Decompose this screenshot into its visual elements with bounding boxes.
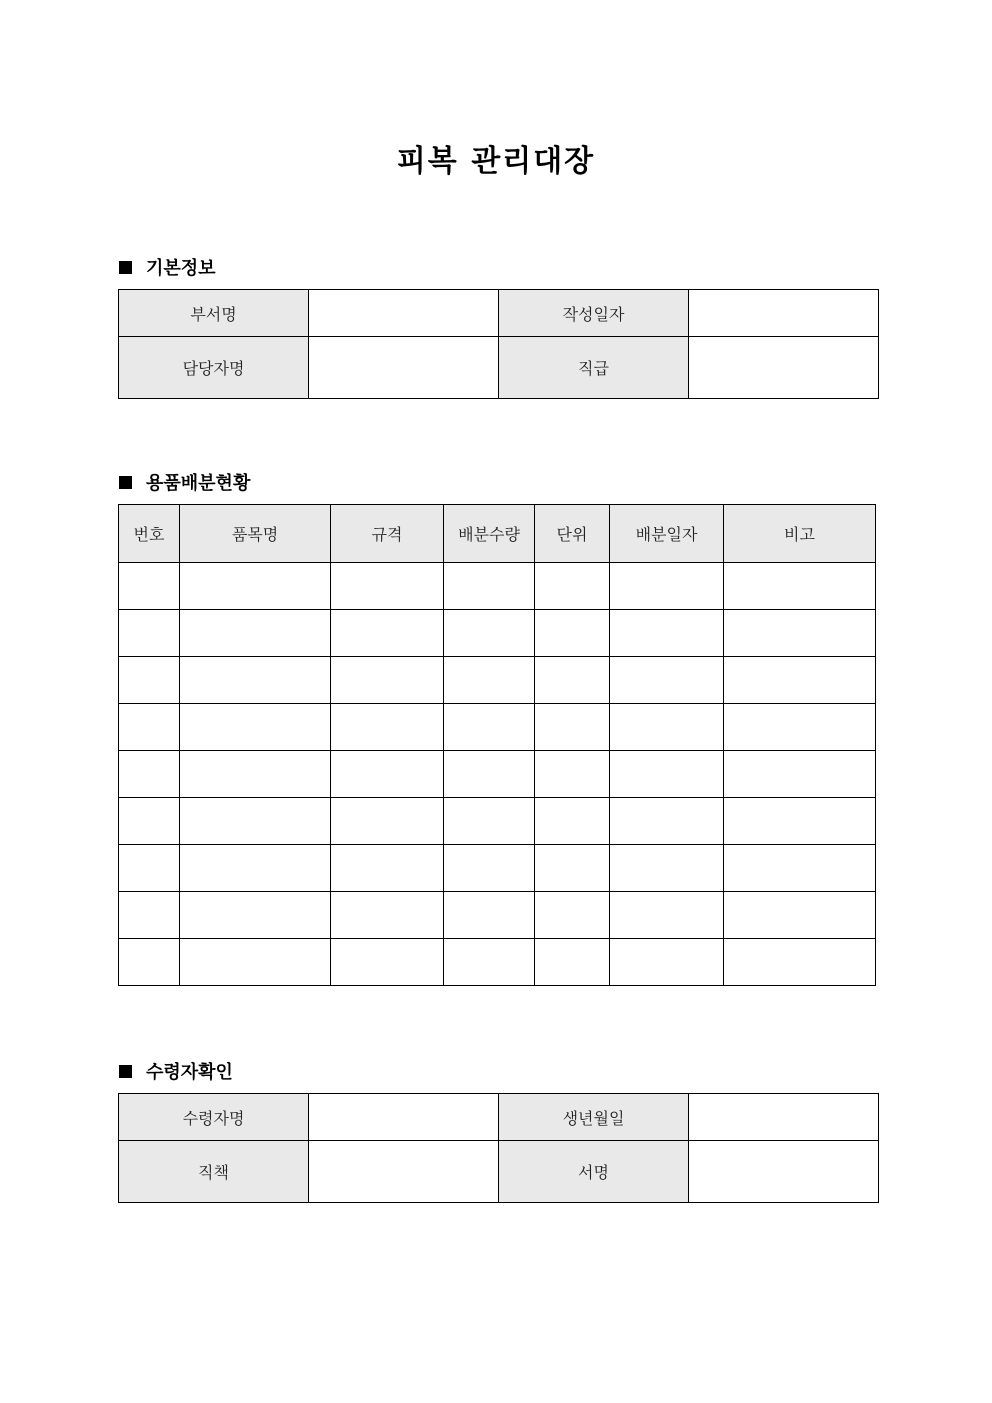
quantity-cell[interactable] [444,704,535,751]
spec-cell[interactable] [331,939,444,986]
number-cell[interactable] [119,798,180,845]
quantity-cell[interactable] [444,751,535,798]
spec-cell[interactable] [331,657,444,704]
distribution-date-cell[interactable] [610,845,724,892]
quantity-cell[interactable] [444,563,535,610]
column-header-unit: 단위 [535,505,610,563]
table-row [119,751,876,798]
item-name-cell[interactable] [180,845,331,892]
quantity-cell[interactable] [444,798,535,845]
unit-cell[interactable] [535,798,610,845]
spec-cell[interactable] [331,798,444,845]
number-cell[interactable] [119,751,180,798]
distribution-date-cell[interactable] [610,563,724,610]
department-field[interactable] [309,290,499,337]
table-row [119,337,879,399]
square-bullet-icon [119,261,132,274]
section-heading-basic-info [119,254,216,280]
item-name-cell[interactable] [180,704,331,751]
table-row [119,798,876,845]
column-header-distribution-date: 배분일자 [610,505,724,563]
quantity-cell[interactable] [444,892,535,939]
column-header-quantity: 배분수량 [444,505,535,563]
square-bullet-icon [119,1065,132,1078]
table-row [119,892,876,939]
number-cell[interactable] [119,939,180,986]
spec-cell[interactable] [331,704,444,751]
manager-name-label: 담당자명 [119,337,309,399]
date-written-field[interactable] [689,290,879,337]
section-heading-label: 기본정보 [146,258,216,279]
distribution-date-cell[interactable] [610,798,724,845]
spec-cell[interactable] [331,610,444,657]
section-heading-label: 용품배분현황 [146,473,251,494]
quantity-cell[interactable] [444,657,535,704]
item-name-cell[interactable] [180,751,331,798]
distribution-date-cell[interactable] [610,939,724,986]
table-row [119,290,879,337]
unit-cell[interactable] [535,751,610,798]
item-name-cell[interactable] [180,610,331,657]
distribution-table-body [119,563,876,986]
spec-cell[interactable] [331,845,444,892]
remarks-cell[interactable] [724,704,876,751]
distribution-table [118,504,876,986]
table-row [119,1141,879,1203]
basic-info-table [118,289,879,399]
table-row [119,563,876,610]
rank-field[interactable] [689,337,879,399]
remarks-cell[interactable] [724,798,876,845]
birth-date-label: 생년월일 [499,1094,689,1141]
birth-date-field[interactable] [689,1094,879,1141]
item-name-cell[interactable] [180,892,331,939]
column-header-remarks: 비고 [724,505,876,563]
column-header-item-name: 품목명 [180,505,331,563]
remarks-cell[interactable] [724,845,876,892]
distribution-date-cell[interactable] [610,657,724,704]
number-cell[interactable] [119,657,180,704]
table-row [119,704,876,751]
remarks-cell[interactable] [724,751,876,798]
unit-cell[interactable] [535,939,610,986]
table-row [119,610,876,657]
item-name-cell[interactable] [180,657,331,704]
square-bullet-icon [119,476,132,489]
column-header-spec: 규격 [331,505,444,563]
spec-cell[interactable] [331,892,444,939]
number-cell[interactable] [119,892,180,939]
position-label: 직책 [119,1141,309,1203]
table-row [119,845,876,892]
distribution-date-cell[interactable] [610,892,724,939]
table-header-row [119,505,876,563]
unit-cell[interactable] [535,563,610,610]
item-name-cell[interactable] [180,563,331,610]
quantity-cell[interactable] [444,939,535,986]
position-field[interactable] [309,1141,499,1203]
spec-cell[interactable] [331,563,444,610]
table-row [119,1094,879,1141]
table-row [119,657,876,704]
department-label: 부서명 [119,290,309,337]
number-cell[interactable] [119,845,180,892]
number-cell[interactable] [119,563,180,610]
remarks-cell[interactable] [724,892,876,939]
section-heading-label: 수령자확인 [146,1062,233,1083]
page-title: 피복 관리대장 [396,144,596,179]
recipient-name-field[interactable] [309,1094,499,1141]
distribution-date-cell[interactable] [610,610,724,657]
quantity-cell[interactable] [444,845,535,892]
number-cell[interactable] [119,610,180,657]
unit-cell[interactable] [535,657,610,704]
quantity-cell[interactable] [444,610,535,657]
recipient-table [118,1093,879,1203]
unit-cell[interactable] [535,610,610,657]
item-name-cell[interactable] [180,939,331,986]
remarks-cell[interactable] [724,939,876,986]
remarks-cell[interactable] [724,657,876,704]
unit-cell[interactable] [535,892,610,939]
recipient-name-label: 수령자명 [119,1094,309,1141]
column-header-number: 번호 [119,505,180,563]
remarks-cell[interactable] [724,563,876,610]
unit-cell[interactable] [535,704,610,751]
distribution-date-cell[interactable] [610,704,724,751]
number-cell[interactable] [119,704,180,751]
section-heading-distribution [119,469,250,495]
rank-label: 직급 [499,337,689,399]
date-written-label: 작성일자 [499,290,689,337]
table-row [119,939,876,986]
spec-cell[interactable] [331,751,444,798]
distribution-date-cell[interactable] [610,751,724,798]
remarks-cell[interactable] [724,610,876,657]
item-name-cell[interactable] [180,798,331,845]
signature-field[interactable] [689,1141,879,1203]
signature-label: 서명 [499,1141,689,1203]
section-heading-recipient [119,1058,233,1084]
unit-cell[interactable] [535,845,610,892]
manager-name-field[interactable] [309,337,499,399]
